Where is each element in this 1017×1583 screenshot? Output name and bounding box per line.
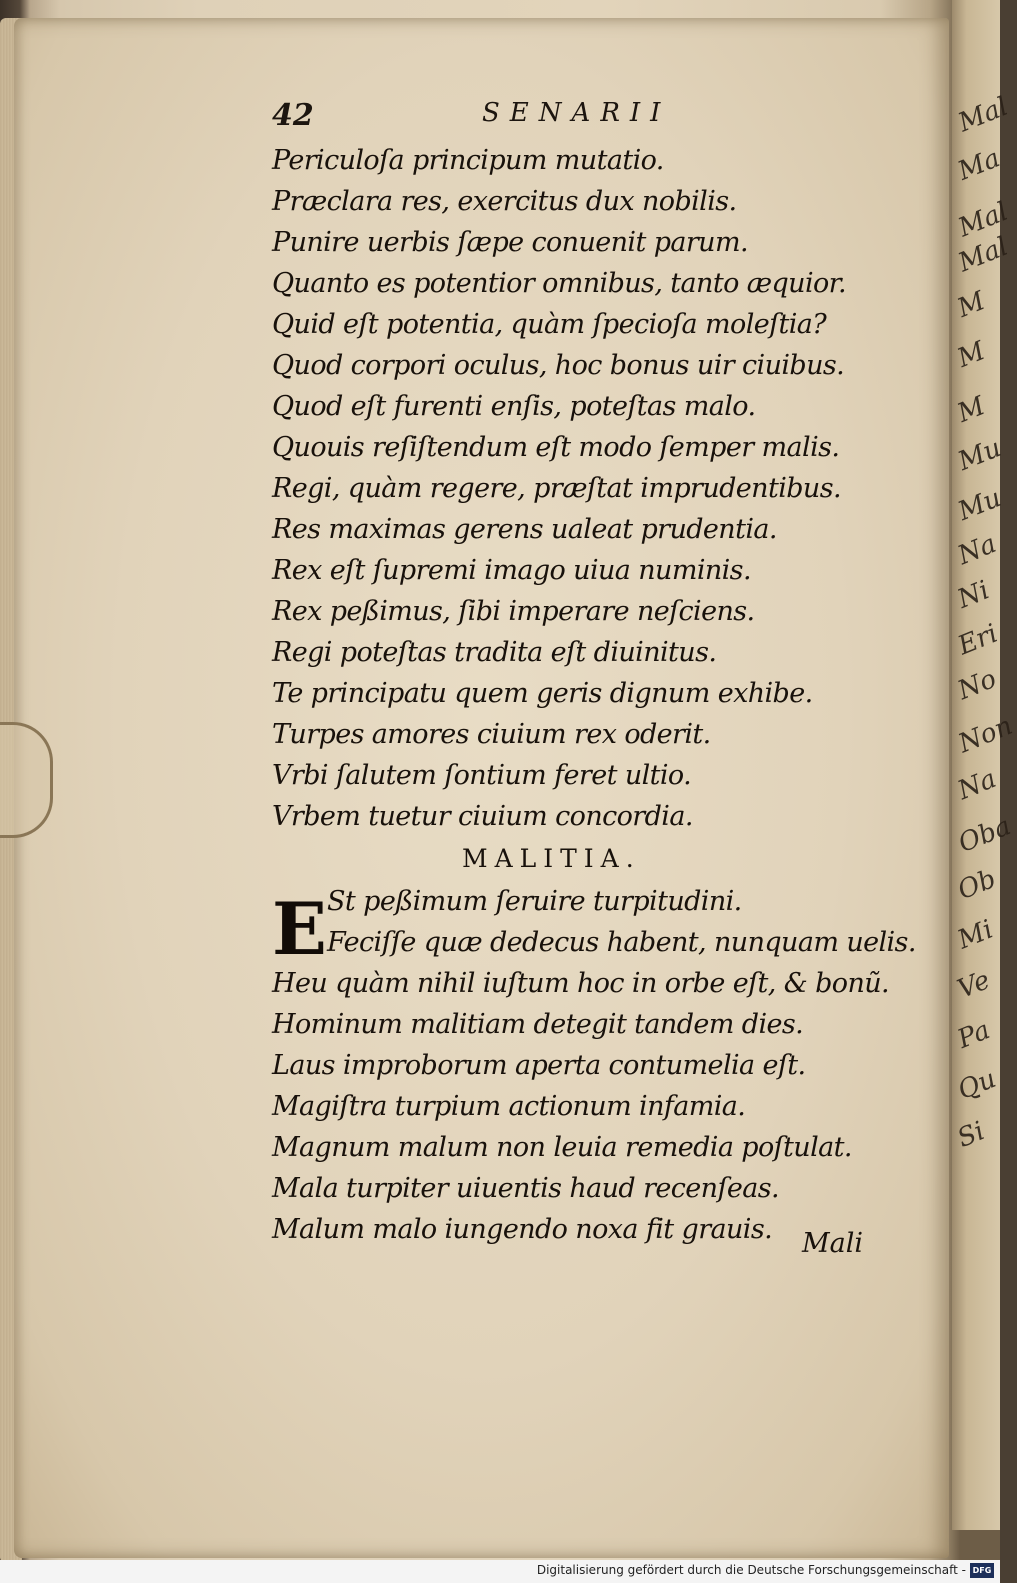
verse-group-malitia [272, 963, 890, 1250]
verse-line: Quod eſt furenti enſis, poteſtas malo. [272, 391, 756, 422]
drop-cap-line-2 [272, 922, 916, 963]
verse-line: Vrbem tuetur ciuium concordia. [272, 801, 693, 832]
verse-line: Mala turpiter uiuentis haud recenſeas. [272, 1173, 779, 1204]
drop-cap-initial: E [272, 886, 327, 971]
verse-line: Malum malo iungendo noxa fit grauis. [272, 1214, 773, 1245]
verse-line: Heu quàm nihil iuſtum hoc in orbe eſt, & bonũ. [272, 968, 890, 999]
verse-line: Hominum malitiam detegit tandem dies. [272, 1009, 804, 1040]
dfg-logo: DFG [970, 1563, 994, 1578]
page-header [272, 98, 712, 138]
verse-line: Feciſſe quæ dedecus habent, nunquam uelis. [327, 927, 916, 958]
verse-line: Quid eſt potentia, quàm ſpecioſa moleſtia? [272, 309, 827, 340]
catchword: Mali [802, 1228, 864, 1259]
verse-line: Regi poteſtas tradita eſt diuinitus. [272, 637, 717, 668]
verse-line: Rex eſt ſupremi imago uiua numinis. [272, 555, 751, 586]
verse-line: Magiſtra turpium actionum infamia. [272, 1091, 746, 1122]
verse-line: Laus improborum aperta contumelia eſt. [272, 1050, 806, 1081]
verse-line: Periculoſa principum mutatio. [272, 145, 664, 176]
verse-line: Te principatu quem geris dignum exhibe. [272, 678, 813, 709]
book-clasp [0, 722, 53, 838]
verse-line: Turpes amores ciuium rex oderit. [272, 719, 711, 750]
verse-line: Rex peßimus, ſibi imperare neſciens. [272, 596, 755, 627]
verse-line: Quouis reſiſtendum eſt modo ſemper malis. [272, 432, 840, 463]
digitization-footer [0, 1560, 1000, 1583]
verse-line: St peßimum ſeruire turpitudini. [327, 886, 742, 917]
page-number: 42 [272, 98, 314, 133]
verse-group-principatus [272, 140, 872, 837]
verse-line: Vrbi ſalutem ſontium feret ultio. [272, 760, 692, 791]
section-heading: MALITIA. [462, 844, 641, 873]
verse-line: Præclara res, exercitus dux nobilis. [272, 186, 737, 217]
verse-line: Quod corpori oculus, hoc bonus uir ciuibus. [272, 350, 845, 381]
facing-page-edge: Mal Ma Mal Mal M M M Mu Mu Na Ni Eri No Non Na Oba Ob Mi Ve Pa Qu Si [952, 0, 1000, 1530]
verse-line: Regi, quàm regere, præſtat imprudentibus. [272, 473, 841, 504]
verse-line: Res maximas gerens ualeat prudentia. [272, 514, 777, 545]
funding-credit: Digitalisierung gefördert durch die Deutsche Forschungsgemeinschaft - [536, 1563, 966, 1577]
running-head: SENARII [482, 98, 671, 128]
verse-line: Punire uerbis ſæpe conuenit parum. [272, 227, 748, 258]
verse-line: Quanto es potentior omnibus, tanto æquior. [272, 268, 846, 299]
verse-line: Magnum malum non leuia remedia poſtulat. [272, 1132, 852, 1163]
verse-text-block [272, 140, 916, 1250]
